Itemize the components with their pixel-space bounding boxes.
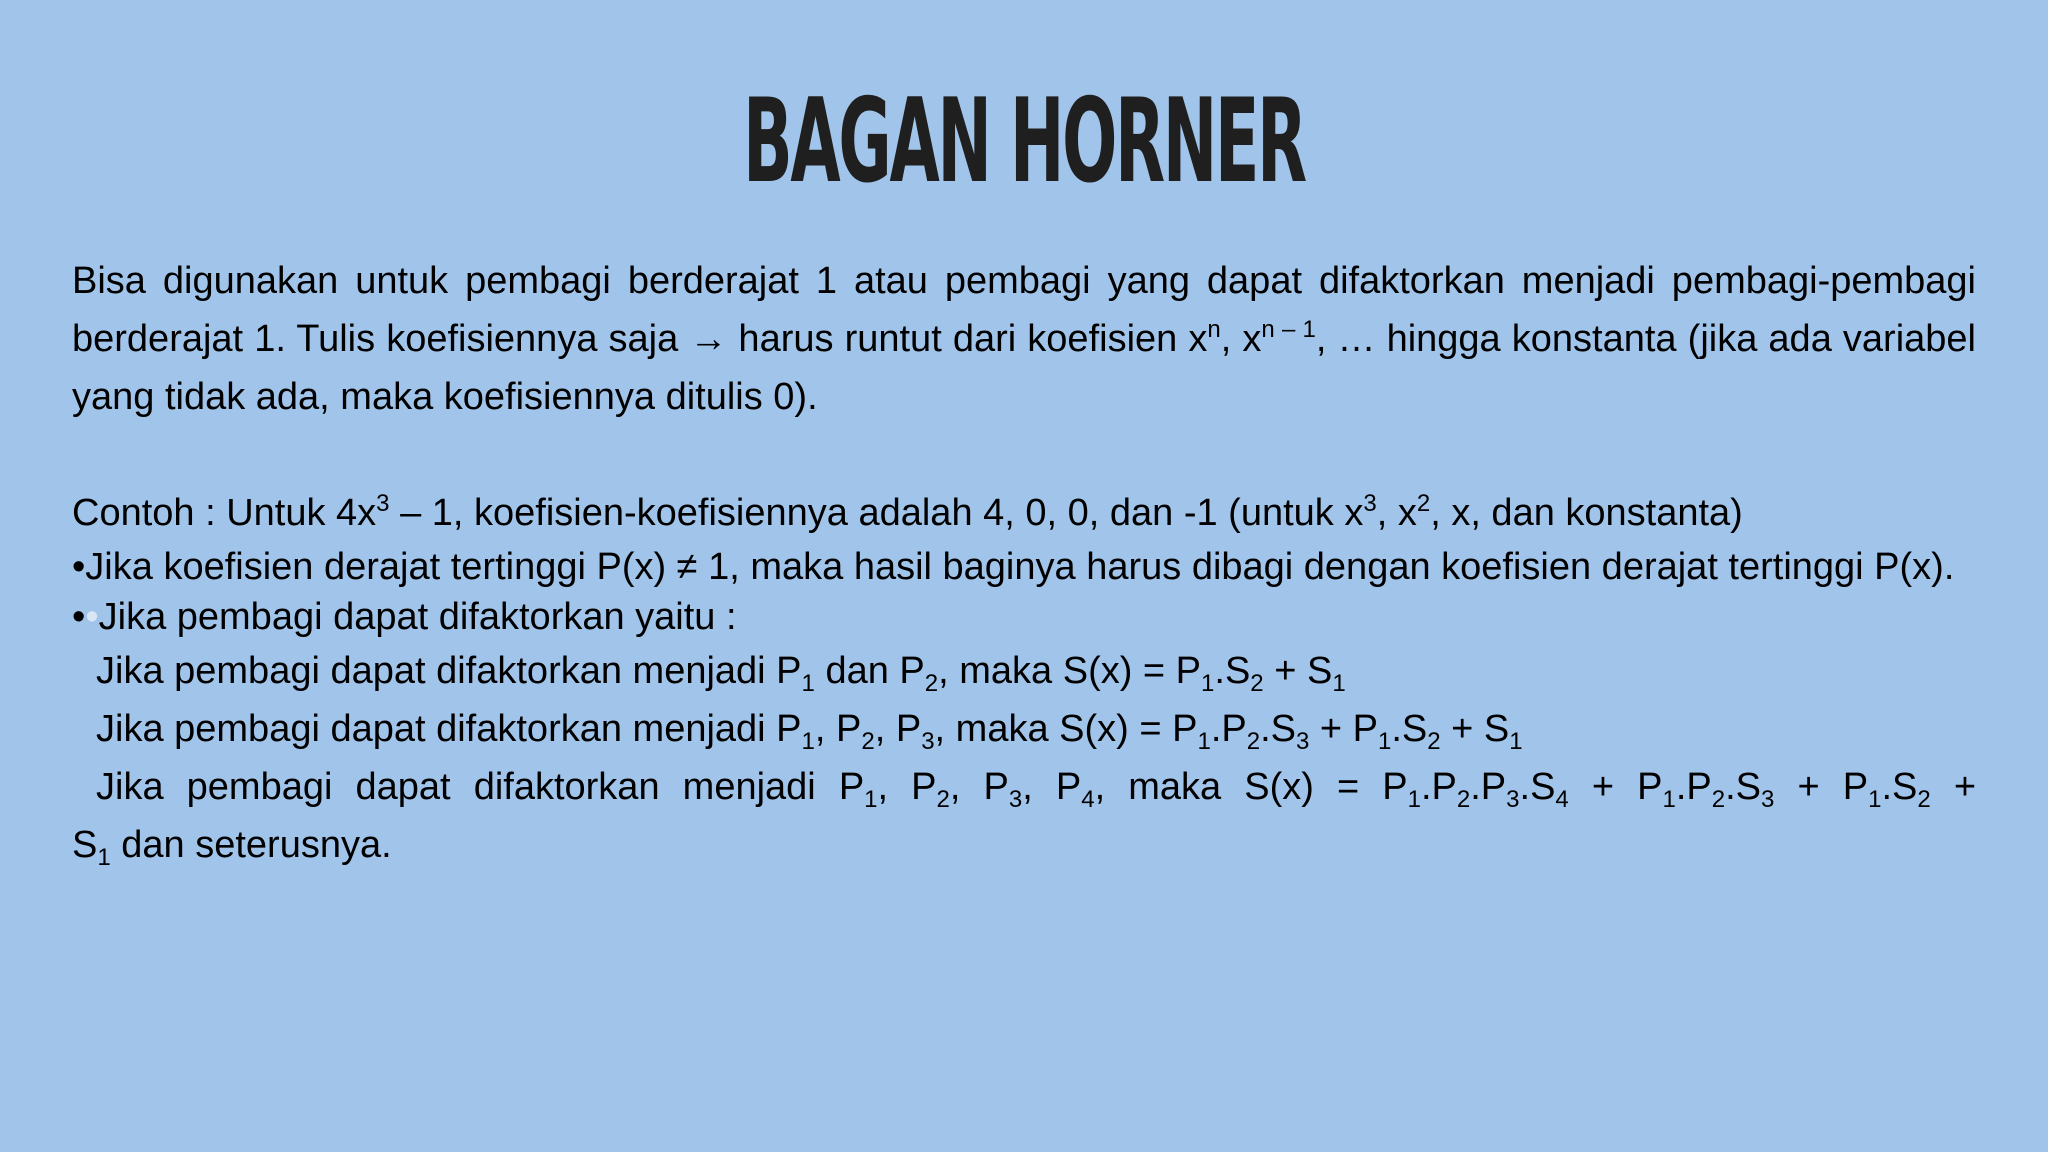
- case-four-text: Jika pembagi dapat difaktorkan menjadi P: [96, 766, 865, 808]
- case-four-text: + P: [1568, 766, 1663, 808]
- example-text-3: , x: [1376, 492, 1417, 534]
- subscript: 2: [936, 786, 950, 813]
- subscript: 3: [1295, 728, 1310, 755]
- subscript: 1: [1201, 670, 1215, 697]
- subscript: 1: [97, 844, 111, 871]
- case-three-text: .S: [1260, 708, 1296, 750]
- subscript: 1: [1378, 728, 1392, 755]
- intro-sup-1: n: [1207, 316, 1221, 343]
- intro-sup-2: n – 1: [1261, 316, 1316, 343]
- case-two-text: dan P: [814, 650, 925, 692]
- case-three-text: , P: [874, 708, 922, 750]
- subscript: 1: [864, 786, 878, 813]
- case-four-text: , P: [877, 766, 937, 808]
- bullet-text: Jika pembagi dapat difaktorkan yaitu :: [98, 596, 737, 638]
- case-two-text: , maka S(x) = P: [938, 650, 1202, 692]
- case-four-text: , P: [949, 766, 1009, 808]
- example-text-2: – 1, koefisien-koefisiennya adalah 4, 0, 0, dan -1 (untuk x: [389, 492, 1364, 534]
- subscript: 2: [924, 670, 939, 697]
- slide-title: BAGAN HORNER: [743, 74, 1305, 209]
- case-three-text: , P: [814, 708, 862, 750]
- bullet-dot: •: [72, 596, 86, 638]
- subscript: 2: [1246, 728, 1261, 755]
- intro-text-1: Bisa digunakan untuk pembagi berderajat 1 atau pembagi yang dapat difaktorkan menjadi pembagi-pembagi berderajat 1. Tulis koefisiennya saja → harus runtut dari koefisien x: [72, 260, 1976, 360]
- case-four-text: .P: [1675, 766, 1712, 808]
- bullet-factorable-divisor: [72, 592, 1976, 642]
- case-four-text: .P: [1420, 766, 1457, 808]
- subscript: 1: [1197, 728, 1211, 755]
- case-three-text: .S: [1391, 708, 1428, 750]
- subscript: 3: [1761, 786, 1775, 813]
- subscript: 1: [1332, 670, 1346, 697]
- case-two-text: Jika pembagi dapat difaktorkan menjadi P: [96, 650, 802, 692]
- factor-case-four-continued: [72, 816, 1976, 874]
- subscript: 1: [1662, 786, 1676, 813]
- case-four-text: , maka S(x) = P: [1094, 766, 1408, 808]
- subscript: 1: [801, 728, 815, 755]
- example-text-1: Contoh : Untuk 4x: [72, 492, 377, 534]
- subscript: 2: [1250, 670, 1264, 697]
- subscript: 2: [1917, 786, 1931, 813]
- example-paragraph: [72, 484, 1976, 542]
- intro-text-2: , x: [1220, 318, 1262, 360]
- case-two-text: + S: [1263, 650, 1333, 692]
- subscript: 1: [1509, 728, 1523, 755]
- subscript: 2: [1427, 728, 1441, 755]
- subscript: 1: [801, 670, 815, 697]
- case-two-text: .S: [1214, 650, 1251, 692]
- case-three-text: + S: [1440, 708, 1510, 750]
- case-three-text: , maka S(x) = P: [934, 708, 1198, 750]
- slide-body: [72, 252, 1976, 874]
- subscript: 1: [1868, 786, 1882, 813]
- factor-case-three: [72, 700, 1976, 758]
- case-three-text: Jika pembagi dapat difaktorkan menjadi P: [96, 708, 802, 750]
- subscript: 3: [1008, 786, 1023, 813]
- intro-paragraph: [72, 252, 1976, 426]
- bullet-leading-coefficient: •Jika koefisien derajat tertinggi P(x) ≠ 1, maka hasil baginya harus dibagi dengan koefisien derajat tertinggi P(x).: [72, 546, 1955, 588]
- case-four-text: + P: [1774, 766, 1869, 808]
- spacer: [72, 426, 1976, 484]
- case-four-text: dan seterusnya.: [110, 824, 392, 866]
- example-sup-2: 3: [1363, 490, 1377, 517]
- subscript: 2: [1711, 786, 1726, 813]
- example-text-4: , x, dan konstanta): [1430, 492, 1743, 534]
- subscript: 4: [1555, 786, 1569, 813]
- subscript: 2: [1456, 786, 1471, 813]
- factor-case-four: [72, 758, 1976, 816]
- case-four-text: , P: [1022, 766, 1082, 808]
- example-sup-1: 3: [376, 490, 390, 517]
- case-four-text: .S: [1725, 766, 1762, 808]
- case-three-text: + P: [1309, 708, 1378, 750]
- case-four-text: .P: [1470, 766, 1507, 808]
- case-four-text: +: [1930, 766, 1977, 808]
- example-sup-3: 2: [1416, 490, 1431, 517]
- intro-text-3: , … hingga konstanta (jika ada variabel yang tidak ada, maka koefisiennya ditulis 0).: [72, 318, 1976, 418]
- subscript: 3: [1506, 786, 1520, 813]
- subscript: 1: [1407, 786, 1421, 813]
- case-four-text: .S: [1519, 766, 1556, 808]
- subscript: 2: [861, 728, 875, 755]
- subscript: 4: [1081, 786, 1095, 813]
- case-four-text: .S: [1881, 766, 1918, 808]
- factor-case-two: [72, 642, 1976, 700]
- subscript: 3: [921, 728, 935, 755]
- case-three-text: .P: [1210, 708, 1247, 750]
- case-four-text: S: [72, 824, 98, 866]
- bullet-faint-dot: •: [85, 596, 99, 638]
- factor-cases: [72, 642, 1976, 874]
